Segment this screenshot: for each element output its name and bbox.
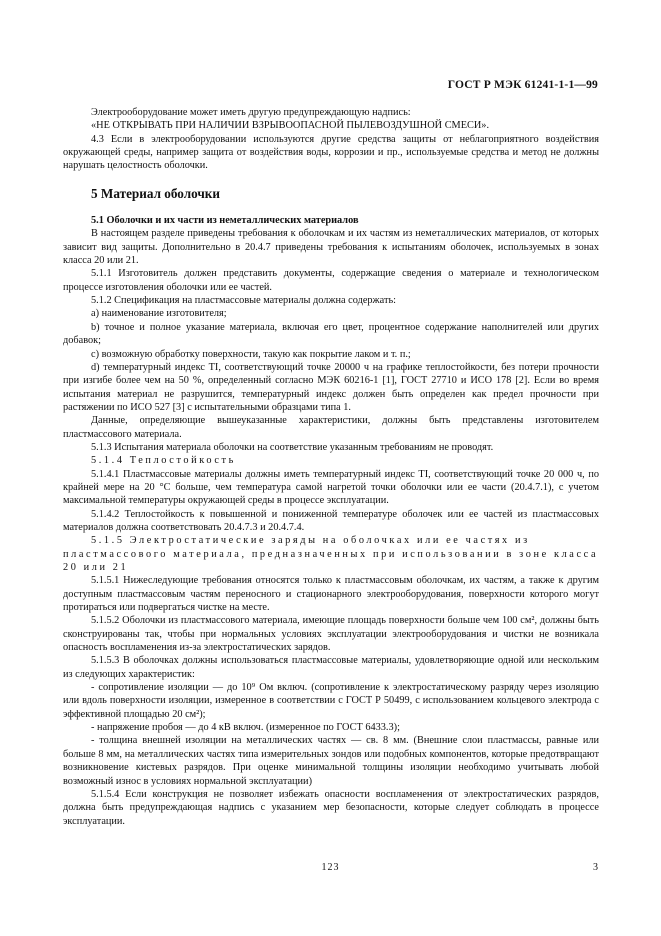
paragraph: Данные, определяющие вышеуказанные характеристики, должны быть представлены изготовителем пластмассового материала. [63, 415, 599, 440]
paragraph-5-1-5-1: 5.1.5.1 Нижеследующие требования относятся только к пластмассовым оболочкам, их частям, а также к другим доступным пластмассовым частям переносного и стационарного электрооборудования, поверхности которого могут протираться или подвергаться чистке на месте. [63, 575, 599, 614]
page-number: 3 [593, 862, 598, 873]
paragraph-5-1-2: 5.1.2 Спецификация на пластмассовые материалы должна содержать: [91, 295, 397, 307]
list-item-b: b) точное и полное указание материала, включая его цвет, процентное содержание наполнителей или других добавок; [63, 321, 599, 347]
paragraph-4-3: 4.3 Если в электрооборудовании используются другие средства защиты от неблагоприятного воздействия окружающей среды, например защита от воздействия воды, коррозии и пр., используемые средства и метод не должны нарушать целостность оболочки. [63, 133, 599, 172]
list-item-resistance: - сопротивление изоляции — до 10⁹ Ом включ. (сопротивление к электростатическому разряду через изоляцию или вдоль поверхности изоляции, измеренное в соответствии с ГОСТ Р 50499, с использованием кольцевого электрода с эффективной площадью 20 см²); [63, 682, 599, 720]
section-5-title: 5 Материал оболочки [91, 185, 220, 201]
paragraph-5-1-5-4: 5.1.5.4 Если конструкция не позволяет избежать опасности воспламенения от электростатических разрядов, должна быть предупреждающая надпись с указанием мер безопасности, которые следует соблюдать в процессе эксплуатации. [63, 788, 599, 827]
list-item-c: c) возможную обработку поверхности, такую как покрытие лаком и т. п.; [91, 348, 411, 360]
paragraph-5-1-3: 5.1.3 Испытания материала оболочки на соответствие указанным требованиям не проводят. [91, 441, 494, 453]
paragraph-5-1-5-2: 5.1.5.2 Оболочки из пластмассового материала, имеющие площадь поверхности больше чем 100 см², должны быть сконструированы так, чтобы при нормальных условиях эксплуатации электрооборудования и чистки не возникала опасность воспламенения из-за электростатических зарядов. [63, 615, 599, 654]
paragraph: В настоящем разделе приведены требования к оболочкам и их частям из неметаллических материалов, от которых зависит вид защиты. Дополнительно в 20.4.7 приведены требования к испытаниям оболочек, используемых в зонах класса 20 или 21. [63, 228, 599, 267]
document-body [63, 106, 599, 828]
sheet-number: 123 [321, 862, 340, 873]
paragraph-5-1-1: 5.1.1 Изготовитель должен представить документы, содержащие сведения о материале и технологическом процессе изготовления оболочки или ее частей. [63, 268, 599, 293]
paragraph-5-1-4-2: 5.1.4.2 Теплостойкость к повышенной и пониженной температуре оболочек или ее частей из пластмассовых материалов должна соответствовать 20.4.7.3 и 20.4.7.4. [63, 508, 599, 533]
paragraph-5-1-4-1: 5.1.4.1 Пластмассовые материалы должны иметь температурный индекс TI, соответствующий точке 20 000 ч, по крайней мере на 20 °С больше, чем температура самой нагретой точки оболочки или ее части (20.4.7.1), с учетом максимальной температуры окружающей среды в процессе эксплуатации. [63, 468, 599, 507]
list-item-d: d) температурный индекс TI, соответствующий точке 20000 ч на графике теплостойкости, без потери прочности при изгибе более чем на 50 %, определенный согласно МЭК 60216-1 [1], ГОСТ 27710 и ИСО 178 [2]. Если во время испытания материал не разрушится, температурный индекс должен быть определен как предел прочности при растяжении по ИСО 527 [3] с испытательными образцами типа 1. [63, 361, 599, 413]
warning-inscription: «НЕ ОТКРЫВАТЬ ПРИ НАЛИЧИИ ВЗРЫВООПАСНОЙ ПЫЛЕВОЗДУШНОЙ СМЕСИ». [91, 120, 490, 132]
subsection-5-1-5-title: 5.1.5 Электростатические заряды на оболочках или ее частях из пластмассового материала, предназначенных при использовании в зоне класса 20 или 21 [63, 535, 599, 573]
paragraph: Электрооборудование может иметь другую предупреждающую надпись: [91, 107, 411, 118]
document-code-header: ГОСТ Р МЭК 61241-1-1—99 [447, 79, 598, 91]
paragraph-5-1-5-3: 5.1.5.3 В оболочках должны использоваться пластмассовые материалы, удовлетворяющие одной или нескольким из следующих характеристик: [63, 655, 599, 680]
list-item-a: a) наименование изготовителя; [91, 308, 227, 320]
list-item-thickness: - толщина внешней изоляции на металлических частях — св. 8 мм. (Внешние слои пластмассы, равные или больше 8 мм, на металлических частях типа измерительных зондов или подобных компонентов, которые предотвращают возникновение кистевых разрядов. При оценке минимальной толщины изоляции необходимо учитывать любой возможный износ в условиях нормальной эксплуатации) [63, 735, 599, 787]
subsection-5-1-4-title: 5.1.4 Теплостойкость [91, 455, 236, 467]
subsection-5-1-title: 5.1 Оболочки и их части из неметаллических материалов [91, 215, 359, 227]
list-item-breakdown: - напряжение пробоя — до 4 кВ включ. (измеренное по ГОСТ 6433.3); [91, 722, 400, 734]
